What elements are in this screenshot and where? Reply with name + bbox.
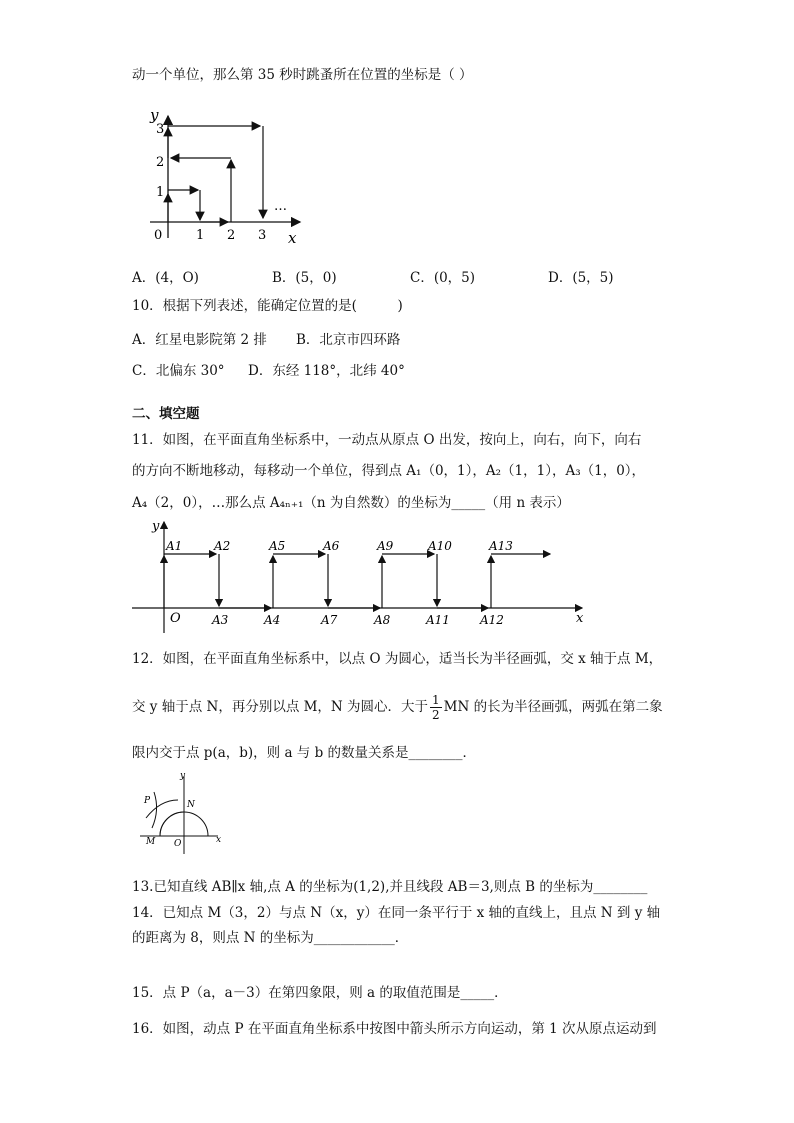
q9-jump-path xyxy=(168,126,263,222)
q9-x-label: x xyxy=(288,229,297,247)
q11-origin-label: O xyxy=(170,611,181,626)
q12-n-label: N xyxy=(187,800,195,810)
q11-line-2: 的方向不断地移动，每移动一个单位，得到点 A₁（0，1），A₂（1，1），A₃（1，0）， xyxy=(132,463,646,479)
q9-y-tick-3: 3 xyxy=(156,122,165,137)
q11-label-a5: A5 xyxy=(269,539,286,553)
q11-label-a8: A8 xyxy=(374,613,391,627)
q10-option-d[interactable]: D．东经 118°，北纬 40° xyxy=(248,363,405,379)
q9-x-tick-2: 2 xyxy=(227,228,236,243)
q9-option-a[interactable]: A．(4，O) xyxy=(132,270,199,286)
q11-label-a13: A13 xyxy=(489,539,513,553)
q12-line-3: 限内交于点 p(a，b)，则 a 与 b 的数量关系是________． xyxy=(132,745,477,761)
q14-line-1: 14．已知点 M（3，2）与点 N（x，y）在同一条平行于 x 轴的直线上，且点 N 到 y 轴 xyxy=(132,905,661,921)
q10-option-b[interactable]: B．北京市四环路 xyxy=(296,332,401,348)
q12-o-label: O xyxy=(174,839,182,849)
q9-y-tick-1: 1 xyxy=(156,185,165,200)
q9-option-c[interactable]: C．(0，5) xyxy=(410,270,476,286)
q12-x-label: x xyxy=(216,835,222,845)
q12-y-label: y xyxy=(180,771,186,781)
q9-ellipsis: … xyxy=(274,199,287,214)
q11-label-a3: A3 xyxy=(212,613,229,627)
q9-origin-label: 0 xyxy=(154,228,163,243)
q13-text: 13.已知直线 AB∥x 轴,点 A 的坐标为(1,2),并且线段 AB＝3,则点 B 的坐标为________ xyxy=(132,879,648,895)
q12-p-label: P xyxy=(144,796,151,806)
q9-x-tick-3: 3 xyxy=(258,228,267,243)
q11-label-a11: A11 xyxy=(426,613,450,627)
q11-zigzag-figure xyxy=(132,518,592,633)
q11-line-3: A₄（2，0），…那么点 A₄ₙ₊₁（n 为自然数）的坐标为_____（用 n 表示） xyxy=(132,495,570,511)
q12-line-2-end: MN 的长为半径画弧，两弧在第二象 xyxy=(443,699,663,715)
q11-line-1: 11．如图，在平面直角坐标系中，一动点从原点 O 出发，按向上，向右，向下，向右 xyxy=(132,432,642,448)
q10-option-a[interactable]: A．红星电影院第 2 排 xyxy=(132,332,267,348)
q12-m-label: M xyxy=(146,837,156,847)
q12-compass-figure xyxy=(140,770,240,855)
q11-label-a2: A2 xyxy=(214,539,231,553)
q12-line-2 xyxy=(132,693,663,722)
q11-label-a4: A4 xyxy=(264,613,281,627)
q15-text: 15．点 P（a，a－3）在第四象限，则 a 的取值范围是_____． xyxy=(132,985,508,1001)
q9-x-tick-1: 1 xyxy=(196,228,205,243)
q11-motion-path xyxy=(164,554,550,608)
q11-label-a12: A12 xyxy=(480,613,504,627)
q9-option-b[interactable]: B．(5，0) xyxy=(272,270,337,286)
q12-half-fraction xyxy=(430,693,442,722)
q9-stem-tail: 动一个单位，那么第 35 秒时跳蚤所在位置的坐标是（ ） xyxy=(132,67,473,83)
q11-label-a6: A6 xyxy=(323,539,340,553)
q11-label-a9: A9 xyxy=(377,539,394,553)
q12-line-1: 12．如图，在平面直角坐标系中，以点 O 为圆心，适当长为半径画弧，交 x 轴于点 M， xyxy=(132,651,663,667)
q12-fraction-numerator: 1 xyxy=(432,693,440,707)
q10-option-c[interactable]: C．北偏东 30° xyxy=(132,363,225,379)
q9-y-tick-2: 2 xyxy=(156,155,165,170)
q11-label-a1: A1 xyxy=(166,539,183,553)
q11-label-a7: A7 xyxy=(321,613,338,627)
q12-line-2-start: 交 y 轴于点 N，再分别以点 M，N 为圆心．大于 xyxy=(132,699,429,715)
section-fill-in-title: 二、填空题 xyxy=(132,406,200,422)
q10-stem: 10．根据下列表述，能确定位置的是( ) xyxy=(132,298,403,314)
q16-text: 16．如图，动点 P 在平面直角坐标系中按图中箭头所示方向运动，第 1 次从原点运动到 xyxy=(132,1021,657,1037)
q12-fraction-denominator: 2 xyxy=(432,708,440,722)
q14-line-2: 的距离为 8，则点 N 的坐标为____________． xyxy=(132,930,409,946)
q11-x-label: x xyxy=(576,611,584,626)
q11-y-label: y xyxy=(152,519,160,534)
q11-label-a10: A10 xyxy=(428,539,452,553)
q9-option-d[interactable]: D．(5，5) xyxy=(548,270,614,286)
q9-y-label: y xyxy=(150,106,159,124)
q9-flea-path-figure xyxy=(140,98,315,248)
